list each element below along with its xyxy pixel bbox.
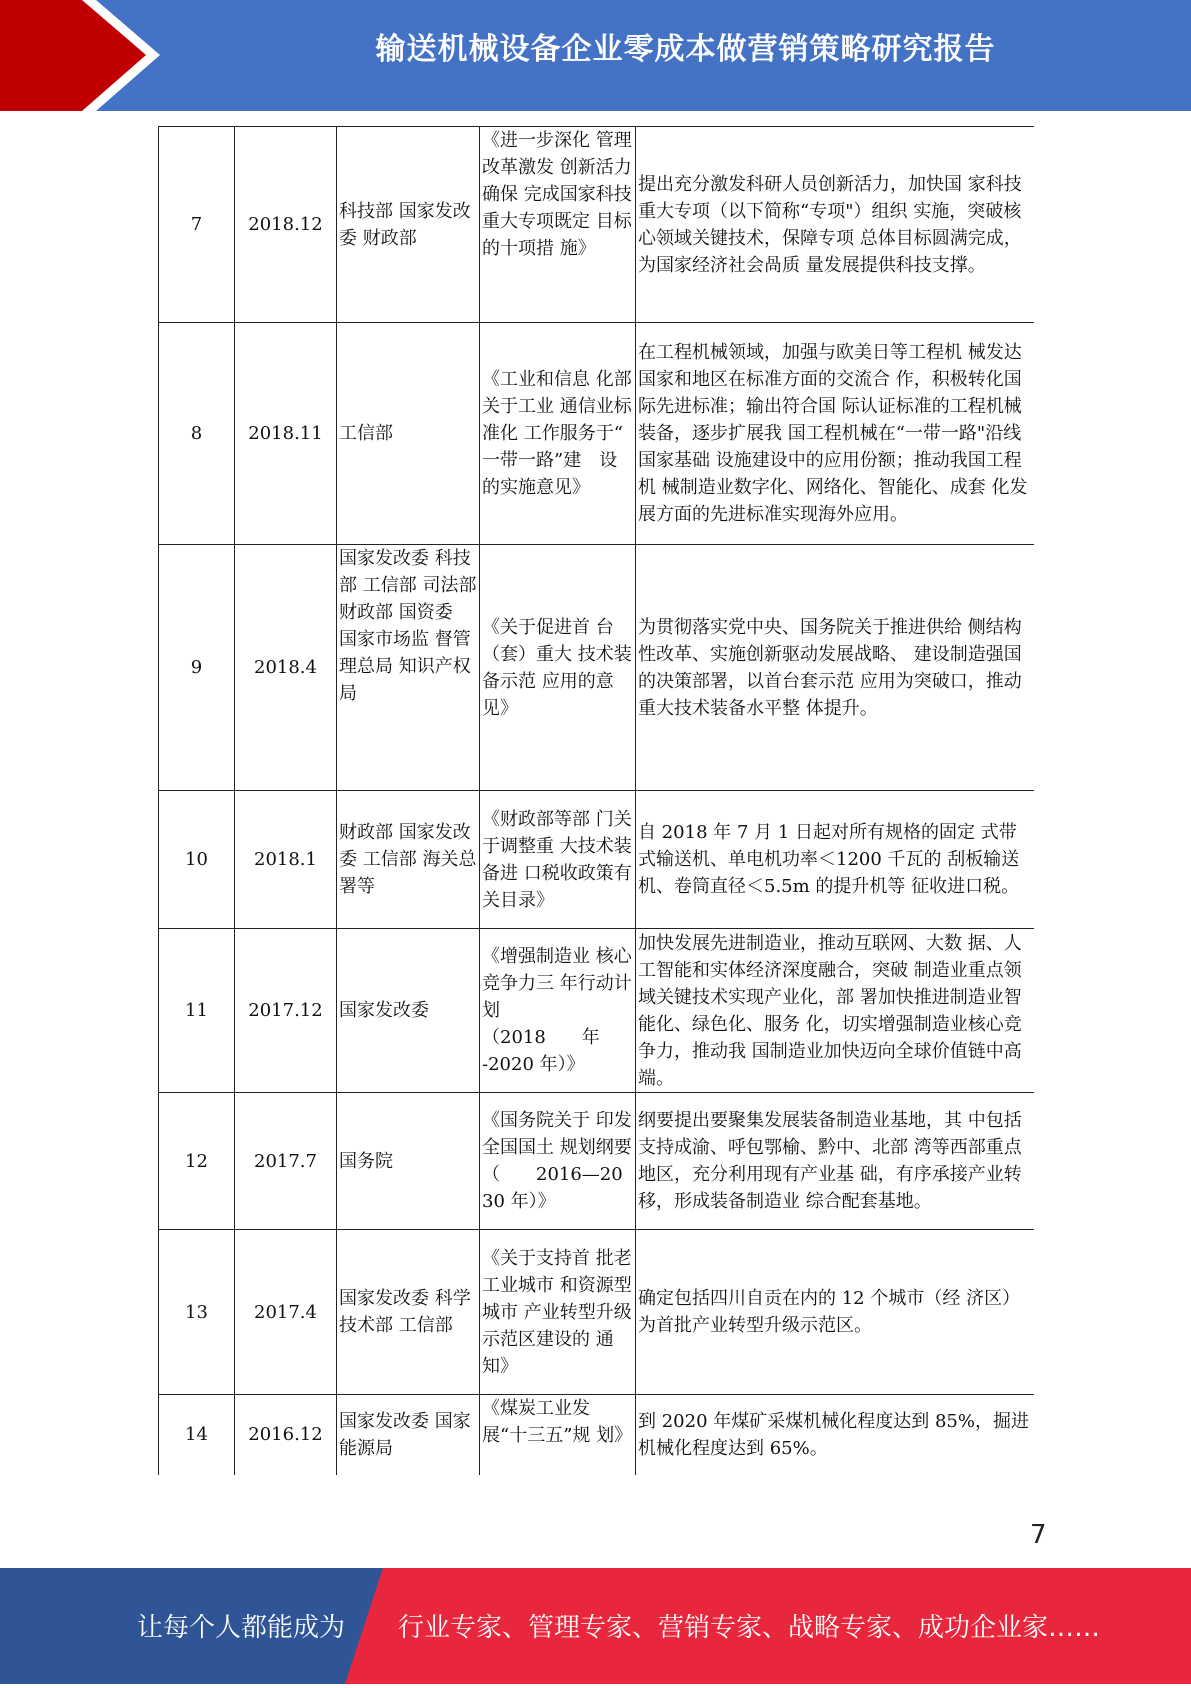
row-number: 9 — [159, 545, 235, 791]
row-number: 7 — [159, 127, 235, 323]
row-content: 自 2018 年 7 月 1 日起对所有规格的固定 式带式输送机、单电机功率＜1200 千瓦的 刮板输送机、卷筒直径＜5.5m 的提升机等 征收进口税。 — [636, 791, 1034, 929]
table-row — [159, 545, 1034, 791]
row-number: 8 — [159, 323, 235, 545]
row-department: 国家发改委 科技部 工信部 司法部 财政部 国资委 国家市场监 督管理总局 知识产权局 — [337, 545, 480, 791]
page-number: 7 — [1030, 1520, 1047, 1550]
row-date: 2016.12 — [235, 1395, 337, 1475]
footer-slogan-left: 让每个人都能成为 — [136, 1613, 345, 1643]
row-department: 国家发改委 — [337, 929, 480, 1093]
row-date: 2017.7 — [235, 1093, 337, 1230]
row-content: 在工程机械领域，加强与欧美日等工程机 械发达国家和地区在标准方面的交流合 作，积极转化国际先进标准；输出符合国 际认证标准的工程机械装备，逐步扩展我 国工程机械在“一带一路"沿线国家基础 设施建设中的应用份额；推动我国工程机 械制造业数字化、网络化、智能化、成套 化发展方面的先进标准实现海外应用。 — [636, 323, 1034, 545]
row-content: 到 2020 年煤矿采煤机械化程度达到 85%，掘进机械化程度达到 65%。 — [636, 1395, 1034, 1475]
row-date: 2018.12 — [235, 127, 337, 323]
footer-slogan-right: 行业专家、管理专家、营销专家、战略专家、成功企业家…… — [398, 1613, 1101, 1643]
row-date: 2018.11 — [235, 323, 337, 545]
row-document: 《工业和信息 化部关于工业 通信业标准化 工作服务于“ 一带一路”建 设的实施意见》 — [480, 323, 636, 545]
row-document: 《进一步深化 管理改革激发 创新活力确保 完成国家科技 重大专项既定 目标的十项措 施》 — [480, 127, 636, 323]
row-content: 为贯彻落实党中央、国务院关于推进供给 侧结构性改革、实施创新驱动发展战略、 建设制造强国的决策部署，以首台套示范 应用为突破口，推动重大技术装备水平整 体提升。 — [636, 545, 1034, 791]
row-document: 《增强制造业 核心竞争力三 年行动计划 （2018 年 -2020 年）》 — [480, 929, 636, 1093]
row-department: 国家发改委 国家能源局 — [337, 1395, 480, 1475]
table-row — [159, 1093, 1034, 1230]
row-document: 《财政部等部 门关于调整重 大技术装备进 口税收政策有 关目录》 — [480, 791, 636, 929]
row-document: 《煤炭工业发 展“十三五”规 划》 — [480, 1395, 636, 1475]
table-row — [159, 929, 1034, 1093]
row-department: 工信部 — [337, 323, 480, 545]
row-number: 13 — [159, 1230, 235, 1395]
row-department: 科技部 国家发改委 财政部 — [337, 127, 480, 323]
header-red-arrow-decoration — [0, 0, 150, 111]
row-content: 纲要提出要聚集发展装备制造业基地，其 中包括支持成渝、呼包鄂榆、黔中、北部 湾等西部重点地区，充分利用现有产业基 础，有序承接产业转移，形成装备制造业 综合配套基地。 — [636, 1093, 1034, 1230]
row-content: 确定包括四川自贡在内的 12 个城市（经 济区）为首批产业转型升级示范区。 — [636, 1230, 1034, 1395]
page-header — [0, 0, 1191, 111]
report-title: 输送机械设备企业零成本做营销策略研究报告 — [375, 32, 996, 67]
table-row — [159, 1230, 1034, 1395]
row-number: 11 — [159, 929, 235, 1093]
table-row — [159, 127, 1034, 323]
row-department: 国务院 — [337, 1093, 480, 1230]
table-row — [159, 791, 1034, 929]
table-row — [159, 1395, 1034, 1475]
row-date: 2018.4 — [235, 545, 337, 791]
row-number: 10 — [159, 791, 235, 929]
page-footer — [0, 1568, 1191, 1684]
policy-table — [158, 126, 1034, 1475]
row-document: 《关于促进首 台（套）重大 技术装备示范 应用的意见》 — [480, 545, 636, 791]
row-number: 14 — [159, 1395, 235, 1475]
row-date: 2017.4 — [235, 1230, 337, 1395]
row-department: 国家发改委 科学技术部 工信部 — [337, 1230, 480, 1395]
row-content: 加快发展先进制造业，推动互联网、大数 据、人工智能和实体经济深度融合，突破 制造业重点领域关键技术实现产业化，部 署加快推进制造业智能化、绿色化、服务 化，切实增强制造业核心竞争力，推动我 国制造业加快迈向全球价值链中高端。 — [636, 929, 1034, 1093]
row-document: 《国务院关于 印发全国国土 规划纲要 （ 2016—2030 年）》 — [480, 1093, 636, 1230]
row-number: 12 — [159, 1093, 235, 1230]
row-content: 提出充分激发科研人员创新活力，加快国 家科技重大专项（以下简称“专项"）组织 实施，突破核心领域关键技术，保障专项 总体目标圆满完成，为国家经济社会咼质 量发展提供科技支撑。 — [636, 127, 1034, 323]
table-row — [159, 323, 1034, 545]
row-document: 《关于支持首 批老工业城市 和资源型城市 产业转型升级 示范区建设的 通知》 — [480, 1230, 636, 1395]
row-date: 2018.1 — [235, 791, 337, 929]
row-date: 2017.12 — [235, 929, 337, 1093]
row-department: 财政部 国家发改委 工信部 海关总署等 — [337, 791, 480, 929]
